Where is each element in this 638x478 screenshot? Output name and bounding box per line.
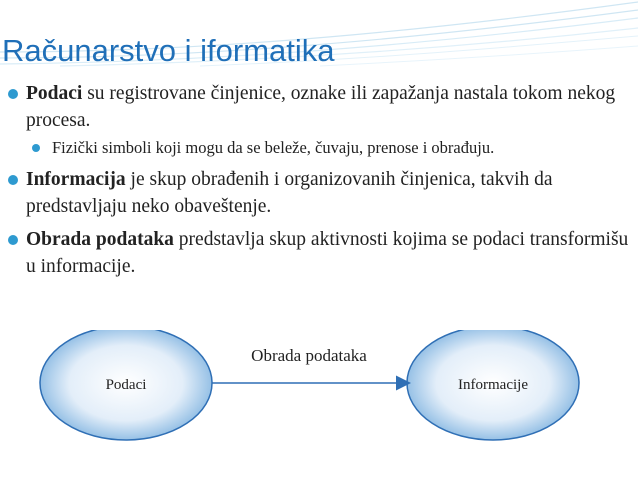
bullet-informacija [8,166,633,220]
bullet-term: Informacija [26,169,126,190]
page-title: Računarstvo i iformatika [2,33,335,68]
informacije-label: Informacije [458,377,528,393]
bullet-icon [8,235,18,245]
bullet-icon [8,89,18,99]
bullet-obrada [8,226,633,280]
bullet-text: je skup obrađenih i organizovanih činjenica, takvih da predstavljaju neko obaveštenje. [26,169,553,217]
bullet-podaci [8,80,633,134]
sub-bullet-simboli [8,136,633,160]
arrow-label: Obrada podataka [251,346,367,365]
bullet-term: Obrada podataka [26,229,174,250]
bullet-list [8,80,633,280]
bullet-text: su registrovane činjenice, oznake ili zapažanja nastala tokom nekog procesa. [26,83,616,131]
bullet-icon [8,175,18,185]
bullet-term: Podaci [26,83,83,104]
bullet-text: Fizički simboli koji mogu da se beleže, čuvaju, prenose i obrađuju. [52,138,495,157]
process-diagram [0,330,638,478]
bullet-icon [32,144,40,152]
podaci-label: Podaci [105,377,147,393]
bullet-text: predstavlja skup aktivnosti kojima se podaci transformišu u informacije. [26,229,629,277]
